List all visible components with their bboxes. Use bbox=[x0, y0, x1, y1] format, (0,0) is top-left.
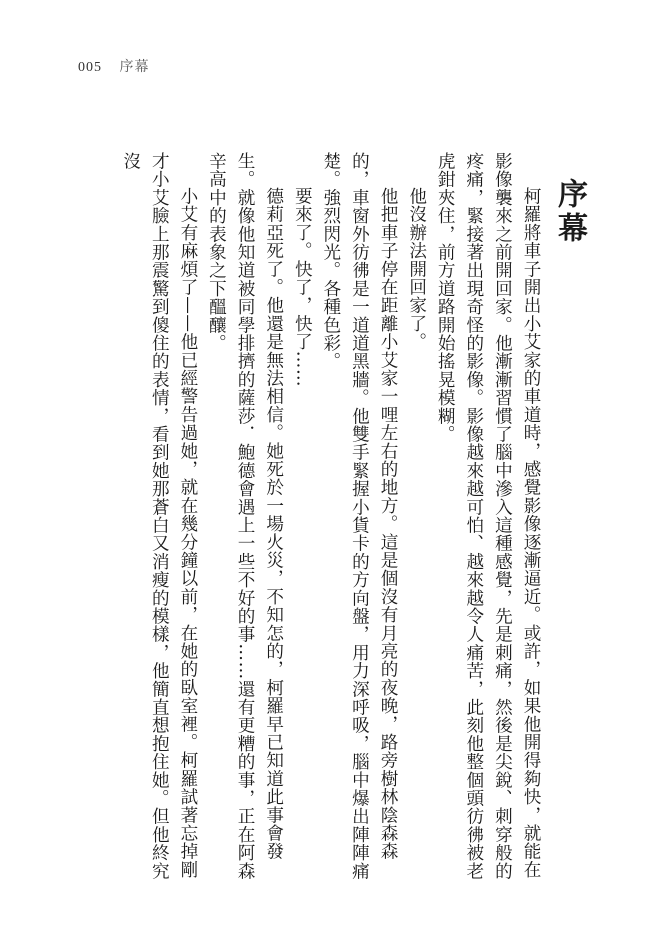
chapter-title: 序幕 bbox=[552, 178, 587, 246]
running-title: 序幕 bbox=[119, 59, 150, 75]
paragraph-2: 他沒辦法開回家了。 bbox=[406, 187, 427, 351]
paragraph-4: 要來了。快了，快了…… bbox=[292, 187, 313, 388]
page-header bbox=[78, 56, 149, 76]
paragraph-5: 德莉亞死了。他還是無法相信。她死於一場火災，不知怎的，柯羅早已知道此事會發生。就像他知道被同學排擠的薩莎．鮑德會遇上一些不好的事……還有更糟的事，正在阿森辛高中的表象之下醞釀。 bbox=[206, 152, 284, 880]
body-text bbox=[75, 152, 545, 892]
paragraph-6: 小艾有麻煩了——他已經警告過她，就在幾分鐘以前，在她的臥室裡。柯羅試著忘掉剛才小艾臉上那震驚到傻住的表情，看到她那蒼白又消瘦的模樣，他簡直想抱住她。但他終究沒 bbox=[120, 152, 198, 880]
paragraph-1: 柯羅將車子開出小艾家的車道時，感覺影像逐漸逼近。或許，如果他開得夠快，就能在影像襲來之前開回家。他漸漸習慣了腦中滲入這種感覺，先是刺痛，然後是尖銳、刺穿般的疼痛，緊接著出現奇怪的影像。影像越來越可怕、越來越令人痛苦，此刻他整個頭彷彿被老虎鉗夾住，前方道路開始搖晃模糊。 bbox=[435, 152, 541, 880]
paragraph-3: 他把車子停在距離小艾家一哩左右的地方。這是個沒有月亮的夜晚，路旁樹林陰森森的，車窗外彷彿是一道道黑牆。他雙手緊握小貨卡的方向盤，用力深呼吸，腦中爆出陣陣痛楚。強烈閃光。各種色彩。 bbox=[320, 152, 399, 880]
page-number: 005 bbox=[78, 60, 102, 75]
